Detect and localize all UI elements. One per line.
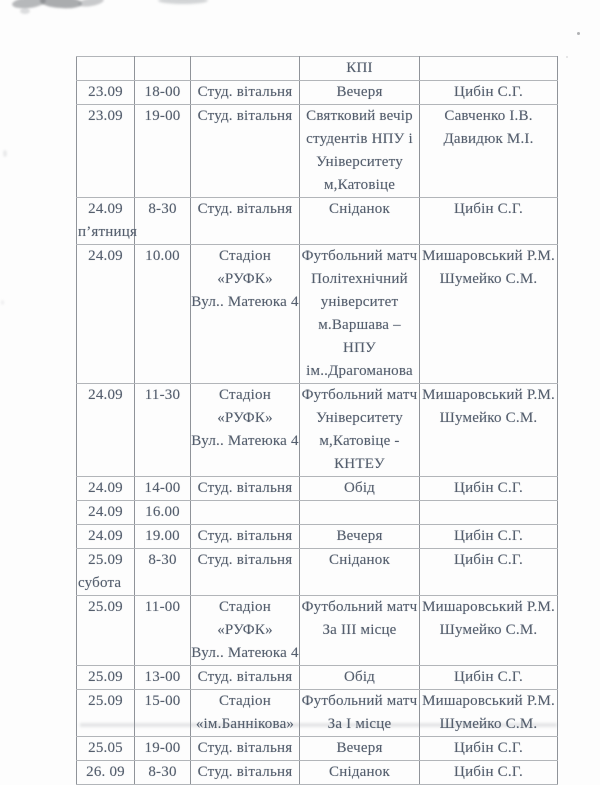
- cell-location: [191, 501, 300, 525]
- cell-event: [300, 477, 420, 501]
- cell-line: Футбольний матч: [301, 248, 418, 264]
- cell-line: Сніданок: [329, 764, 390, 780]
- table-row: [77, 761, 558, 785]
- cell-line: 25.05: [88, 740, 123, 756]
- cell-line: КПІ: [346, 60, 373, 76]
- cell-line: Цибін С.Г.: [454, 528, 523, 544]
- cell-line: Студ. вітальня: [197, 108, 293, 124]
- cell-responsible: [420, 501, 558, 525]
- cell-date: [77, 501, 135, 525]
- schedule-table-body: [77, 57, 558, 785]
- cell-line: Мишаровський Р.М.: [422, 387, 555, 403]
- cell-event: [300, 245, 420, 384]
- cell-line: 23.09: [88, 108, 123, 124]
- cell-line: 19-00: [144, 108, 181, 124]
- cell-event: [300, 666, 420, 690]
- cell-time: [135, 245, 191, 384]
- cell-date: [77, 245, 135, 384]
- scan-artifact: [577, 32, 580, 35]
- cell-line: Студ. вітальня: [197, 669, 293, 685]
- cell-line: Мишаровський Р.М.: [422, 248, 555, 264]
- cell-line: За ІІІ місце: [322, 622, 397, 638]
- cell-time: [135, 761, 191, 785]
- cell-line: Вул.. Матеюка 4: [191, 294, 299, 310]
- cell-line: ім..Драгоманова: [306, 363, 413, 379]
- cell-line: Футбольний матч: [301, 693, 418, 709]
- cell-location: [191, 245, 300, 384]
- cell-date: [77, 549, 135, 596]
- table-row: [77, 477, 558, 501]
- cell-responsible: [420, 245, 558, 384]
- cell-line: Футбольний матч: [301, 387, 418, 403]
- cell-line: Цибін С.Г.: [454, 552, 523, 568]
- cell-time: [135, 501, 191, 525]
- cell-line: Студ. вітальня: [197, 740, 293, 756]
- cell-responsible: [420, 737, 558, 761]
- cell-location: [191, 549, 300, 596]
- cell-event: [300, 105, 420, 198]
- cell-event: [300, 525, 420, 549]
- cell-line: 25.09: [88, 599, 123, 615]
- cell-line: Університету: [316, 154, 403, 170]
- cell-location: [191, 198, 300, 245]
- cell-line: 24.09: [88, 248, 123, 264]
- cell-line: Цибін С.Г.: [454, 740, 523, 756]
- cell-responsible: [420, 57, 558, 81]
- cell-date: [77, 81, 135, 105]
- cell-line: 8-30: [148, 764, 177, 780]
- cell-line: 19-00: [144, 740, 181, 756]
- cell-line: Шумейко С.М.: [439, 622, 538, 638]
- cell-event: [300, 198, 420, 245]
- cell-responsible: [420, 690, 558, 737]
- cell-line: 13-00: [144, 669, 181, 685]
- cell-location: [191, 525, 300, 549]
- cell-line: 24.09: [88, 480, 123, 496]
- cell-line: Стадіон «РУФК»: [217, 387, 273, 426]
- cell-time: [135, 525, 191, 549]
- cell-line: 8-30: [148, 552, 177, 568]
- cell-location: [191, 477, 300, 501]
- cell-line: Вечеря: [336, 740, 383, 756]
- cell-event: [300, 761, 420, 785]
- cell-line: Цибін С.Г.: [454, 84, 523, 100]
- schedule-table: [76, 56, 558, 785]
- cell-date: [77, 384, 135, 477]
- cell-responsible: [420, 81, 558, 105]
- table-row: [77, 549, 558, 596]
- table-row: [77, 596, 558, 666]
- cell-line: Сніданок: [329, 201, 390, 217]
- cell-event: [300, 596, 420, 666]
- table-row: [77, 690, 558, 737]
- cell-line: Студ. вітальня: [197, 480, 293, 496]
- cell-line: Політехнічний: [311, 271, 408, 287]
- cell-line: Стадіон «РУФК»: [217, 248, 273, 287]
- cell-line: Обід: [343, 480, 376, 496]
- cell-line: студентів НПУ і: [306, 131, 413, 147]
- cell-line: 24.09: [88, 504, 123, 520]
- cell-line: Студ. вітальня: [197, 552, 293, 568]
- cell-line: Вечеря: [336, 528, 383, 544]
- cell-event: [300, 81, 420, 105]
- cell-line: Студ. вітальня: [197, 528, 293, 544]
- cell-responsible: [420, 596, 558, 666]
- table-row: [77, 384, 558, 477]
- cell-time: [135, 81, 191, 105]
- cell-line: Стадіон: [219, 693, 271, 709]
- cell-line: Футбольний матч: [301, 599, 418, 615]
- scan-artifact: [20, 8, 30, 14]
- cell-date: [77, 666, 135, 690]
- scan-artifact: [1, 300, 4, 305]
- cell-line: університет: [320, 294, 399, 310]
- table-row: [77, 666, 558, 690]
- cell-line: Мишаровський Р.М.: [422, 599, 555, 615]
- cell-line: Цибін С.Г.: [454, 764, 523, 780]
- cell-line: 25.09: [88, 552, 123, 568]
- cell-time: [135, 596, 191, 666]
- cell-date: [77, 198, 138, 245]
- cell-line: Шумейко С.М.: [439, 716, 538, 732]
- cell-date: [77, 737, 135, 761]
- scan-artifact: [78, 0, 105, 8]
- cell-line: Святковий вечір: [306, 108, 413, 124]
- cell-responsible: [420, 525, 558, 549]
- cell-date: [77, 57, 135, 81]
- scan-artifact: [158, 0, 208, 4]
- cell-line: Університету: [316, 410, 403, 426]
- cell-line: Вул.. Матеюка 4: [191, 645, 299, 661]
- cell-line: Обід: [343, 669, 376, 685]
- table-row: [77, 105, 558, 198]
- cell-event: [300, 384, 420, 477]
- cell-line: субота: [78, 575, 122, 591]
- cell-line: 18-00: [144, 84, 181, 100]
- cell-line: 24.09: [88, 528, 123, 544]
- cell-line: Мишаровський Р.М.: [422, 693, 555, 709]
- cell-responsible: [420, 384, 558, 477]
- cell-responsible: [420, 549, 558, 596]
- table-row: [77, 525, 558, 549]
- cell-location: [191, 81, 300, 105]
- table-row: [77, 737, 558, 761]
- cell-line: Давидюк М.І.: [443, 131, 534, 147]
- cell-line: 25.09: [88, 669, 123, 685]
- cell-date: [77, 690, 135, 737]
- cell-responsible: [420, 477, 558, 501]
- cell-time: [135, 737, 191, 761]
- cell-time: [135, 549, 191, 596]
- cell-line: 24.09: [88, 387, 123, 403]
- cell-location: [191, 596, 300, 666]
- cell-date: [77, 761, 135, 785]
- cell-location: [191, 105, 300, 198]
- cell-line: 14-00: [144, 480, 181, 496]
- cell-line: Студ. вітальня: [197, 201, 293, 217]
- table-row: [77, 245, 558, 384]
- cell-responsible: [420, 761, 558, 785]
- cell-line: Цибін С.Г.: [454, 669, 523, 685]
- scan-artifact: [11, 0, 46, 10]
- cell-event: [300, 501, 420, 525]
- cell-responsible: [420, 105, 558, 198]
- cell-time: [135, 57, 191, 81]
- table-row: [77, 501, 558, 525]
- cell-line: м,Катовіце -: [319, 433, 400, 449]
- cell-date: [77, 596, 135, 666]
- cell-time: [135, 198, 191, 245]
- table-row: [77, 198, 558, 245]
- cell-line: 10.00: [145, 248, 180, 264]
- cell-line: п’ятниця: [78, 224, 138, 240]
- cell-line: Савченко І.В.: [444, 108, 533, 124]
- cell-line: Цибін С.Г.: [454, 201, 523, 217]
- cell-responsible: [420, 666, 558, 690]
- cell-line: Шумейко С.М.: [439, 410, 538, 426]
- cell-line: 24.09: [88, 201, 123, 217]
- cell-line: За І місце: [327, 716, 392, 732]
- cell-location: [191, 761, 300, 785]
- cell-location: [191, 690, 300, 737]
- cell-line: 16.00: [145, 504, 180, 520]
- cell-line: Вечеря: [336, 84, 383, 100]
- scan-artifact: [566, 56, 568, 58]
- cell-line: КНТЕУ: [334, 456, 385, 472]
- scan-artifact: [40, 0, 83, 9]
- cell-line: 25.09: [88, 693, 123, 709]
- cell-line: 19.00: [145, 528, 180, 544]
- table-row-continuation: [77, 57, 558, 81]
- cell-event: [300, 549, 420, 596]
- cell-time: [135, 477, 191, 501]
- cell-location: [191, 737, 300, 761]
- cell-time: [135, 105, 191, 198]
- cell-line: Студ. вітальня: [197, 84, 293, 100]
- table-row: [77, 81, 558, 105]
- cell-line: м,Катовіце: [323, 177, 396, 193]
- cell-time: [135, 666, 191, 690]
- cell-location: [191, 384, 300, 477]
- cell-line: Шумейко С.М.: [439, 271, 538, 287]
- cell-line: Сніданок: [329, 552, 390, 568]
- cell-event: [300, 57, 420, 81]
- cell-time: [135, 384, 191, 477]
- cell-line: «ім.Баннікова»: [195, 716, 295, 732]
- scan-artifact: [3, 150, 7, 157]
- cell-line: 8-30: [148, 201, 177, 217]
- cell-date: [77, 477, 135, 501]
- cell-line: м.Варшава – НПУ: [318, 317, 401, 356]
- cell-responsible: [420, 198, 558, 245]
- cell-line: 26. 09: [86, 764, 125, 780]
- cell-line: Вул.. Матеюка 4: [191, 433, 299, 449]
- cell-line: Студ. вітальня: [197, 764, 293, 780]
- cell-line: 15-00: [144, 693, 181, 709]
- cell-line: Стадіон «РУФК»: [217, 599, 273, 638]
- cell-date: [77, 105, 135, 198]
- cell-date: [77, 525, 135, 549]
- cell-line: 11-00: [144, 599, 181, 615]
- cell-line: Цибін С.Г.: [454, 480, 523, 496]
- cell-location: [191, 57, 300, 81]
- cell-event: [300, 737, 420, 761]
- cell-line: 11-30: [144, 387, 181, 403]
- cell-time: [135, 690, 191, 737]
- cell-location: [191, 666, 300, 690]
- cell-event: [300, 690, 420, 737]
- cell-line: 23.09: [88, 84, 123, 100]
